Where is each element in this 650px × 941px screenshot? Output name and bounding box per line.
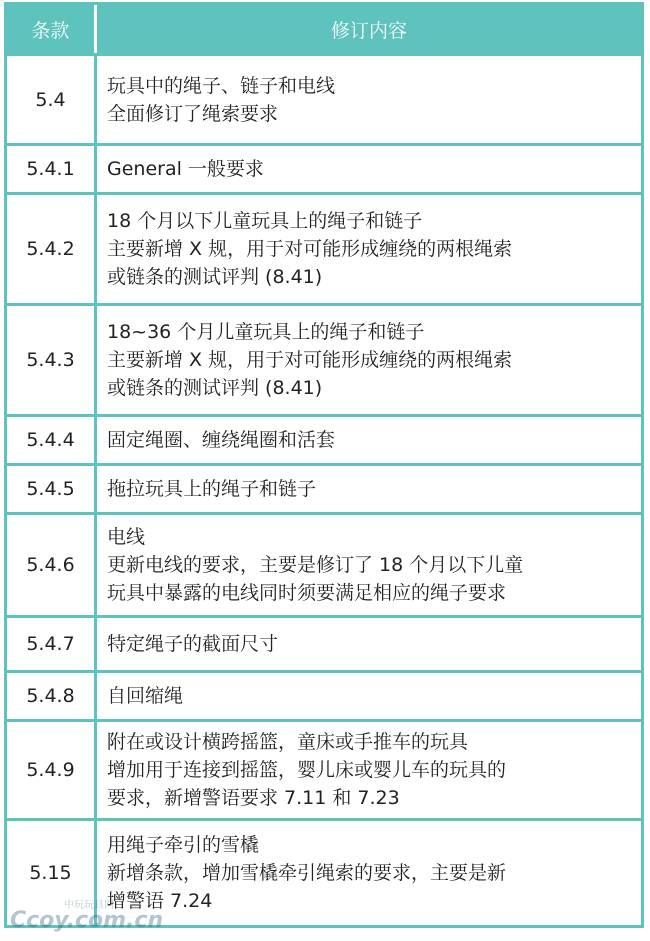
watermark-caption: 中玩玩具网 xyxy=(64,900,114,911)
clause-number: 5.4 xyxy=(7,56,97,143)
content-line: 主要新增 X 规，用于对可能形成缠绕的两根绳索 xyxy=(107,238,513,260)
clause-number: 5.4.9 xyxy=(7,722,97,818)
content-line: 全面修订了绳索要求 xyxy=(107,102,279,125)
content-line: 玩具中暴露的电线同时须要满足相应的绳子要求 xyxy=(107,582,507,604)
table-row xyxy=(7,618,641,670)
table-row xyxy=(7,56,641,143)
revision-content xyxy=(97,195,641,303)
content-line: 或链条的测试评判 (8.41) xyxy=(107,266,323,288)
revision-content xyxy=(97,722,641,818)
content-line: 18~36 个月儿童玩具上的绳子和链子 xyxy=(107,321,425,343)
revision-content xyxy=(97,673,641,719)
content-line: 增警语 7.24 xyxy=(107,890,213,912)
table-header-row xyxy=(7,5,641,53)
revision-table-frame xyxy=(4,2,644,928)
table-row xyxy=(7,673,641,719)
content-line: 电线 xyxy=(107,526,146,548)
content-line: 特定绳子的截面尺寸 xyxy=(107,633,279,655)
table-row xyxy=(7,466,641,512)
revision-content xyxy=(97,417,641,463)
revision-content xyxy=(97,821,641,925)
clause-number: 5.4.2 xyxy=(7,195,97,303)
header-content: 修订内容 xyxy=(97,5,641,53)
content-line: 更新电线的要求，主要是修订了 18 个月以下儿童 xyxy=(107,554,524,576)
clause-number: 5.4.4 xyxy=(7,417,97,463)
content-line: 增加用于连接到摇篮，婴儿床或婴儿车的玩具的 xyxy=(107,759,507,781)
table-body xyxy=(7,56,641,925)
content-line: General 一般要求 xyxy=(107,158,264,180)
revision-content xyxy=(97,466,641,512)
table-row xyxy=(7,417,641,463)
table-row xyxy=(7,195,641,303)
revision-content xyxy=(97,618,641,670)
revision-table xyxy=(7,2,641,928)
clause-number: 5.4.7 xyxy=(7,618,97,670)
content-line: 新增条款，增加雪橇牵引绳索的要求，主要是新 xyxy=(107,862,507,884)
content-line: 18 个月以下儿童玩具上的绳子和链子 xyxy=(107,210,423,232)
revision-content xyxy=(97,515,641,615)
revision-content xyxy=(97,306,641,414)
revision-content xyxy=(97,56,641,143)
table-row xyxy=(7,821,641,925)
content-line: 自回缩绳 xyxy=(107,685,184,707)
clause-number: 5.4.6 xyxy=(7,515,97,615)
revision-content xyxy=(97,146,641,192)
header-clause: 条款 xyxy=(7,5,97,53)
content-line: 或链条的测试评判 (8.41) xyxy=(107,377,323,399)
content-line: 固定绳圈、缠绕绳圈和活套 xyxy=(107,429,336,451)
content-line: 要求，新增警语要求 7.11 和 7.23 xyxy=(107,787,400,809)
content-line: 玩具中的绳子、链子和电线 xyxy=(107,74,336,97)
clause-number: 5.4.8 xyxy=(7,673,97,719)
table-row xyxy=(7,146,641,192)
clause-number: 5.4.5 xyxy=(7,466,97,512)
clause-number: 5.4.3 xyxy=(7,306,97,414)
clause-number: 5.4.1 xyxy=(7,146,97,192)
table-row xyxy=(7,306,641,414)
content-line: 主要新增 X 规，用于对可能形成缠绕的两根绳索 xyxy=(107,349,513,371)
clause-number: 5.15 xyxy=(7,821,97,925)
table-row xyxy=(7,722,641,818)
watermark-logo: Ccoy.com.cn xyxy=(10,908,164,933)
content-line: 用绳子牵引的雪橇 xyxy=(107,834,260,856)
content-line: 拖拉玩具上的绳子和链子 xyxy=(107,478,317,500)
content-line: 附在或设计横跨摇篮，童床或手推车的玩具 xyxy=(107,731,469,753)
table-row xyxy=(7,515,641,615)
